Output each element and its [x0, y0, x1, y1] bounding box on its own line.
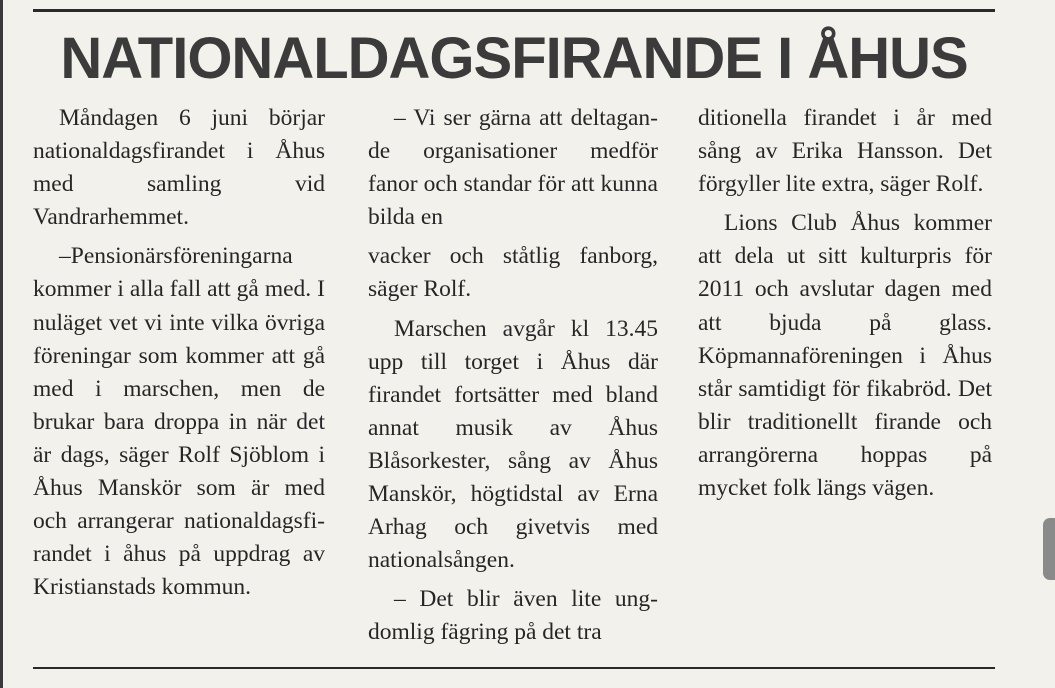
paragraph: Marschen avgår kl 13.45 upp till torget i Åhus där firandet fortsätter med bland annat musik av Åhus Blåsorkester, sång av Åhus Manskör, högtidstal av Erna Arhag och givetvis med nationalsången.: [368, 315, 658, 574]
page-edge: [0, 0, 3, 688]
paragraph: vacker och ståtlig fanborg, säger Rolf.: [368, 243, 658, 303]
paragraph: Måndagen 6 juni börjar nationaldagsfirandet i Åhus med samling vid Vandrarhemmet.: [33, 105, 325, 231]
article-column-2: [368, 102, 658, 656]
bottom-rule: [33, 667, 995, 669]
paragraph: –Pensionärsföreningarna kommer i alla fall att gå med. I nuläget vet vi inte vilka övriga föreningar som kommer att gå med i marschen, men de brukar bara droppa in när det är dags, säger Rolf Sjöblom i Åhus Manskör som är med och arrangerar nationaldagsfirandet i åhus på uppdrag av Kristianstads kommun.: [33, 243, 325, 601]
article-headline: NATIONALDAGSFIRANDE I ÅHUS: [60, 26, 968, 91]
paragraph: – Det blir även lite ungdomlig fägring på det tra: [368, 586, 658, 646]
top-rule: [33, 9, 995, 12]
article-column-1: [33, 102, 325, 610]
paragraph: ditionella firandet i år med sång av Erika Hansson. Det förgyller lite extra, säger Rolf.: [698, 105, 992, 198]
paragraph: Lions Club Åhus kommer att dela ut sitt kulturpris för 2011 och avslutar dagen med att bjuda på glass. Köpmannaföreningen i Åhus står samtidigt för fikabröd. Det blir traditionellt firande och arrangörerna hoppas på mycket folk längs vägen.: [698, 210, 992, 502]
scan-edge-mark: [1043, 518, 1055, 580]
paragraph: – Vi ser gärna att deltagande organisationer medför fanor och standar för att kunna bilda en: [368, 105, 658, 231]
article-column-3: [698, 102, 992, 511]
